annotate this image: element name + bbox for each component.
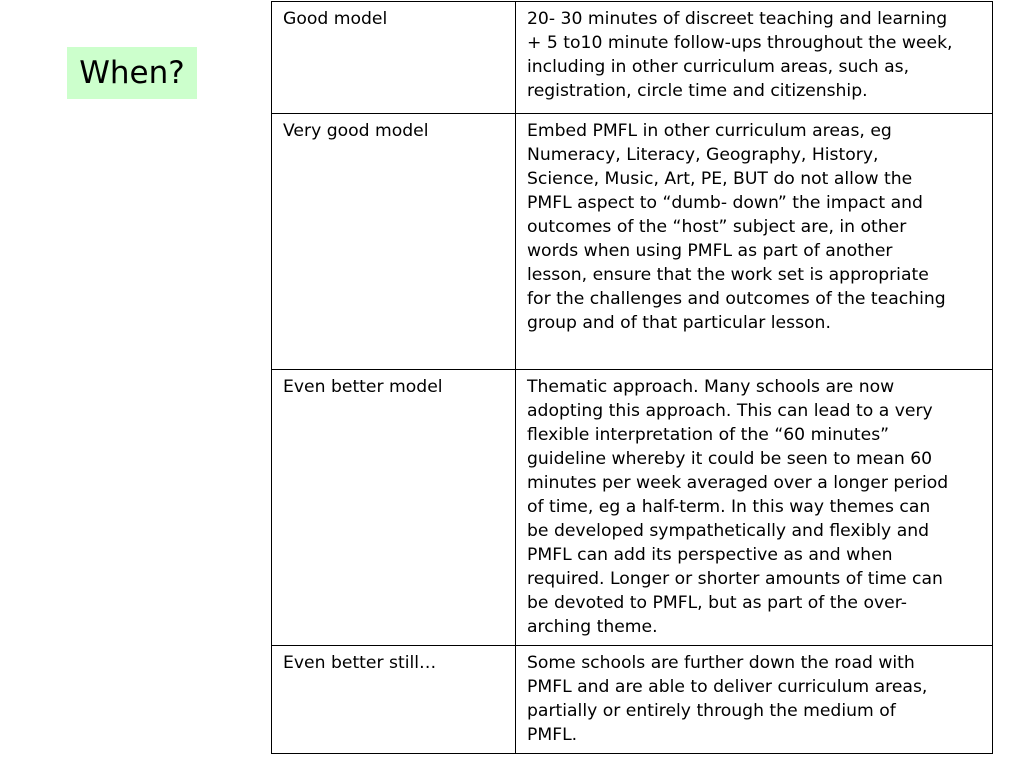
model-name: Good model (283, 9, 388, 29)
table-row (272, 370, 993, 646)
model-description: Thematic approach. Many schools are now adopting this approach. This can lead to a very flexible interpretation of the “60 minutes” guideline whereby it could be seen to mean 60 minutes per week averaged over a longer period of time, eg a half-term. In this way themes can be developed sympathetically and flexibly and PMFL can add its perspective as and when required. Longer or shorter amounts of time can be devoted to PMFL, but as part of the over- arching theme. (527, 377, 949, 637)
slide-title: When? (67, 47, 197, 99)
model-name: Even better still… (283, 653, 437, 673)
table-row (272, 646, 993, 754)
model-description-cell (516, 2, 993, 114)
model-name: Even better model (283, 377, 443, 397)
table-row (272, 2, 993, 114)
model-description: 20- 30 minutes of discreet teaching and learning + 5 to10 minute follow-ups throughout the week, including in other curriculum areas, such as, registration, circle time and citizenship. (527, 9, 953, 101)
model-name-cell (272, 2, 516, 114)
model-description-cell (516, 370, 993, 646)
model-name-cell (272, 114, 516, 370)
model-description-cell (516, 114, 993, 370)
model-name-cell (272, 370, 516, 646)
model-description: Some schools are further down the road with PMFL and are able to deliver curriculum areas, partially or entirely through the medium of PMFL. (527, 653, 928, 745)
model-description: Embed PMFL in other curriculum areas, eg Numeracy, Literacy, Geography, History, Science, Music, Art, PE, BUT do not allow the PMFL aspect to “dumb- down” the impact and outcomes of the “host” subject are, in other words when using PMFL as part of another lesson, ensure that the work set is appropriate for the challenges and outcomes of the teaching group and of that particular lesson. (527, 121, 946, 333)
model-description-cell (516, 646, 993, 754)
models-table (271, 1, 993, 754)
model-name-cell (272, 646, 516, 754)
model-name: Very good model (283, 121, 429, 141)
table-row (272, 114, 993, 370)
